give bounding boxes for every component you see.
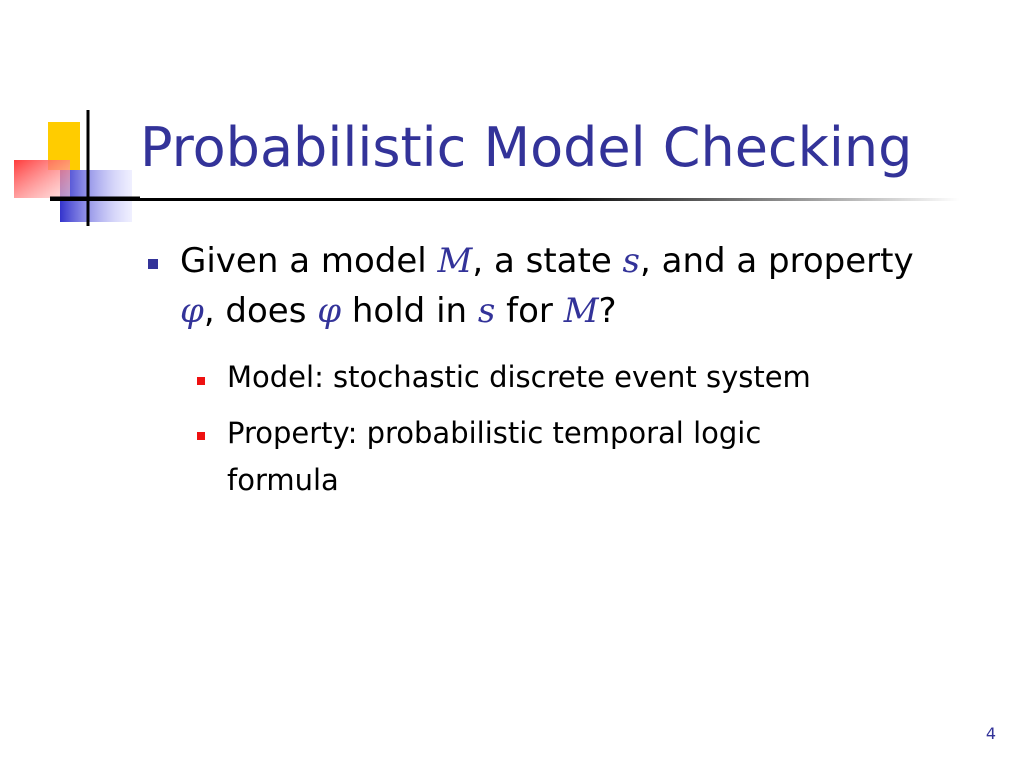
text-run: hold in xyxy=(341,291,478,331)
bullet-square-icon xyxy=(148,259,158,269)
text-run: for xyxy=(495,291,564,331)
sub-bullet-square-icon xyxy=(197,432,205,440)
text-run: , and a property xyxy=(640,241,914,281)
text-run: , does xyxy=(203,291,318,331)
math-symbol-M: M xyxy=(563,291,599,331)
main-bullet-text xyxy=(180,236,940,336)
sub-bullet-square-icon xyxy=(197,377,205,385)
sub-bullet-model: Model: stochastic discrete event system xyxy=(227,360,811,394)
math-symbol-phi: φ xyxy=(317,291,342,331)
math-symbol-s: s xyxy=(477,291,496,331)
slide-title: Probabilistic Model Checking xyxy=(140,116,913,179)
text-run: , a state xyxy=(472,241,623,281)
sub-bullet-property: Property: probabilistic temporal logic formula xyxy=(227,416,762,497)
math-symbol-M: M xyxy=(437,241,473,281)
math-symbol-phi: φ xyxy=(180,291,204,331)
text-run: Given a model xyxy=(180,241,438,281)
math-symbol-s: s xyxy=(622,241,640,281)
page-number: 4 xyxy=(985,724,996,743)
text-run: ? xyxy=(598,291,617,331)
